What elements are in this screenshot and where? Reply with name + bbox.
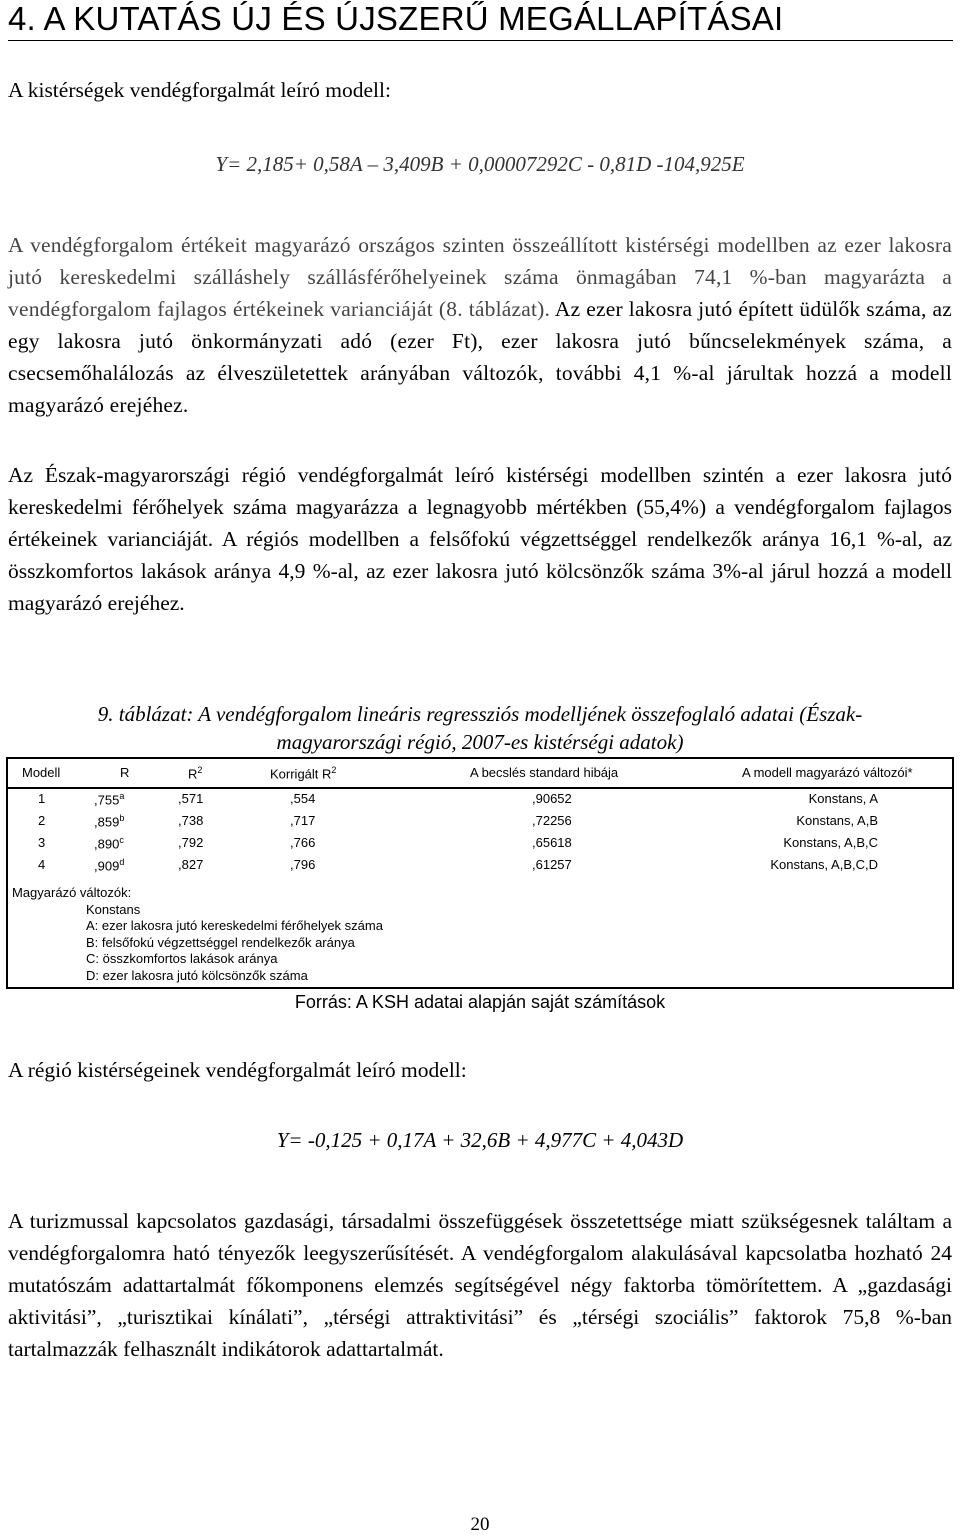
cell-r-value: ,890: [94, 836, 120, 852]
table-caption-line-1: 9. táblázat: A vendégforgalom lineáris regressziós modelljének összefoglaló adatai (Észak-: [97, 702, 863, 726]
notes-item: C: összkomfortos lakások aránya: [86, 951, 278, 966]
header-predictors: A modell magyarázó változói*: [742, 765, 913, 780]
header-model: Modell: [22, 765, 61, 780]
paragraph-1-part-b: Az ezer lakosra jutó épített üdülők száma, az egy lakosra jutó önkormányzati adó (ezer Ft), ezer lakosra jutó bűncselekmények száma, a csecsemőhalálozás az élveszületettek arányában változók, további 4,1 %-al járultak hozzá a modell magyarázó erejéhez.: [8, 297, 952, 417]
intro-text-1: A kistérségek vendégforgalmát leíró modell:: [8, 78, 391, 102]
cell-adjusted-r-squared: ,717: [290, 813, 316, 828]
header-r-squared-sup: 2: [197, 765, 203, 775]
cell-adjusted-r-squared: ,766: [290, 835, 316, 850]
paragraph-2: Az Észak-magyarországi régió vendégforgalmát leíró kistérségi modellben szintén a ezer lakosra jutó kereskedelmi férőhelyek száma magyarázza a legnagyobb mértékben (55,4%) a vendégforgalom fajlagos értékeinek varianciáját. A régiós modellben a felsőfokú végzettséggel rendelkezők aránya 16,1 %-al, az összkomfortos lakások aránya 4,9 %-al, az ezer lakosra jutó kölcsönzők száma 3%-al járul hozzá a modell magyarázó erejéhez.: [8, 463, 952, 615]
cell-predictors: Konstans, A,B,C: [783, 835, 878, 850]
cell-standard-error: ,61257: [532, 857, 572, 872]
section-heading: 4. A KUTATÁS ÚJ ÉS ÚJSZERŰ MEGÁLLAPÍTÁSAI: [8, 0, 953, 41]
formula-2: Y= -0,125 + 0,17A + 32,6B + 4,977C + 4,043D: [276, 1128, 684, 1152]
cell-r-squared: ,571: [178, 791, 204, 806]
table-row: [8, 835, 952, 857]
notes-item: D: ezer lakosra jutó kölcsönzők száma: [86, 967, 308, 983]
header-r-squared-label: R: [188, 766, 198, 782]
table-caption-line-2: magyarországi régió, 2007-es kistérségi adatok): [276, 730, 684, 754]
paragraph-1: [8, 229, 952, 421]
table-notes: [12, 885, 383, 984]
cell-standard-error: ,65618: [532, 835, 572, 850]
table-row: [8, 791, 952, 813]
paragraph-1-part-a: A vendégforgalom értékeit magyarázó országos szinten összeállított kistérségi modellben az ezer lakosra jutó kereskedelmi szálláshely szállásférőhelyeinek száma önmagában 74,1 %-ban magyarázta a vendégforgalom fajlagos értékeinek varianciáját (8. táblázat).: [8, 233, 952, 321]
cell-r: [94, 813, 124, 829]
intro-text-2: A régió kistérségeinek vendégforgalmát leíró modell:: [8, 1058, 467, 1082]
header-adjusted-r-squared-label: Korrigált R: [270, 766, 332, 782]
cell-model: 4: [38, 857, 46, 872]
header-adjusted-r-squared-sup: 2: [331, 765, 337, 775]
cell-r: [94, 835, 124, 851]
table-row: [8, 813, 952, 835]
cell-r-sup: c: [119, 835, 124, 845]
cell-predictors: Konstans, A: [808, 791, 878, 806]
cell-r-value: ,755: [94, 792, 120, 808]
cell-standard-error: ,90652: [532, 791, 572, 806]
cell-r-squared: ,792: [178, 835, 204, 850]
cell-r-sup: b: [119, 813, 125, 823]
page-number: 20: [470, 1514, 490, 1535]
cell-r-value: ,909: [94, 858, 120, 874]
table-source: Forrás: A KSH adatai alapján saját számítások: [294, 992, 666, 1012]
notes-title: Magyarázó változók:: [12, 885, 132, 900]
cell-model: 1: [38, 791, 46, 806]
formula-1: Y= 2,185+ 0,58A – 3,409B + 0,00007292C - 0,81D -104,925E: [215, 152, 745, 176]
header-standard-error: A becslés standard hibája: [470, 765, 619, 780]
table-caption: [0, 700, 960, 756]
cell-standard-error: ,72256: [532, 813, 572, 828]
cell-r-sup: d: [119, 857, 125, 867]
cell-r-squared: ,738: [178, 813, 204, 828]
cell-r-squared: ,827: [178, 857, 204, 872]
cell-r: [94, 857, 124, 873]
cell-predictors: Konstans, A,B,C,D: [770, 857, 878, 872]
cell-adjusted-r-squared: ,554: [290, 791, 316, 806]
cell-r-value: ,859: [94, 814, 120, 830]
notes-item: A: ezer lakosra jutó kereskedelmi férőhelyek száma: [86, 918, 383, 933]
notes-item: Konstans: [86, 901, 141, 917]
cell-adjusted-r-squared: ,796: [290, 857, 316, 872]
table-row: [8, 857, 952, 879]
header-r-squared: [188, 765, 202, 781]
header-adjusted-r-squared: [270, 765, 336, 781]
cell-r-sup: a: [119, 791, 125, 801]
notes-item: B: felsőfokú végzettséggel rendelkezők aránya: [86, 934, 355, 950]
table-header-row: [8, 759, 952, 789]
cell-predictors: Konstans, A,B: [796, 813, 878, 828]
header-r: R: [120, 765, 130, 780]
regression-table: [6, 757, 954, 989]
cell-r: [94, 791, 124, 807]
cell-model: 3: [38, 835, 46, 850]
cell-model: 2: [38, 813, 46, 828]
paragraph-3: A turizmussal kapcsolatos gazdasági, társadalmi összefüggések összetettsége miatt szükségesnek találtam a vendégforgalomra ható tényezők leegyszerűsítését. A vendégforgalom alakulásával kapcsolatba hozható 24 mutatószám adattartalmát főkomponens elemzés segítségével négy faktorba tömörítettem. A „gazdasági aktivitási”, „turisztikai kínálati”, „térségi attraktivitási” és „térségi szociális” faktorok 75,8 %-ban tartalmazzák felhasznált indikátorok adattartalmát.: [8, 1209, 952, 1361]
